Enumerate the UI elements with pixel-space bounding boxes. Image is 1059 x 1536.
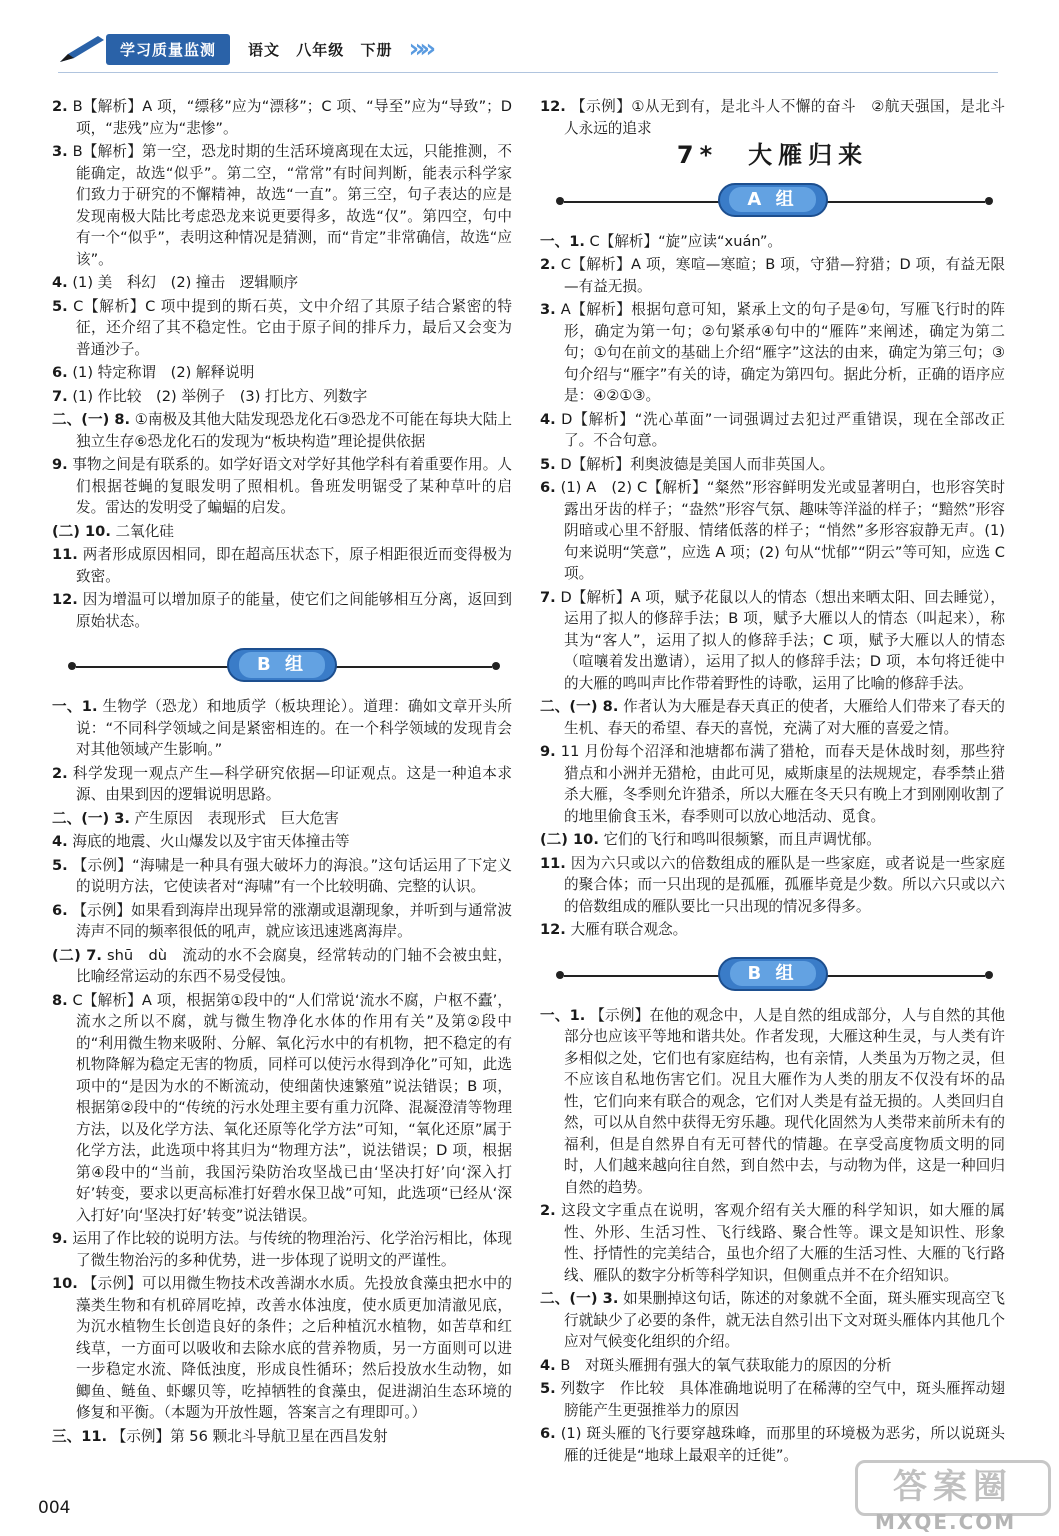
- answer-text: A【解析】根据句意可知，紧承上文的句子是④句，写雁飞行时的阵形，确定为第一句；②句紧承④句中的“雁阵”来阐述，确定为第二句；①句在前文的基础上介绍“雁字”这法的由来，确定为第三句；③句介绍与“雁字”有关的诗，确定为第四句。据此分析，正确的语序应是：④②①③。: [560, 301, 1005, 404]
- answer-item: [52, 521, 512, 543]
- answer-number: 6.: [540, 1425, 556, 1442]
- answer-text: 作者认为大雁是春天真正的使者，大雁给人们带来了春天的生机、春天的希望、春天的喜悦，充满了对大雁的喜爱之情。: [564, 698, 1005, 737]
- answer-number: 2.: [540, 1202, 556, 1219]
- answer-item: [52, 696, 512, 761]
- answer-number: 9.: [52, 1230, 68, 1247]
- answer-text: shū dù 流动的水不会腐臭，经常转动的门轴不会被虫蛀，比喻经常运动的东西不易受侵蚀。: [76, 946, 512, 985]
- answer-item: [540, 1378, 1005, 1421]
- answer-number: 12.: [540, 98, 566, 115]
- answer-text: 两者形成原因相同，即在超高压状态下，原子相距很近而变得极为致密。: [76, 546, 512, 585]
- answer-text: 【示例】可以用微生物技术改善湖水水质。先投放食藻虫把水中的藻类生物和有机碎屑吃掉，改善水体浊度，使水质更加清澈见底，为沉水植物生长创造良好的条件；之后种植沉水植物，如苦草和红线草，一方面可以吸收和去除水底的营养物质，另一方面则可以进一步稳定水流、降低浊度，形成良性循环；然后投放水生动物，如鲫鱼、鲢鱼、虾螺贝等，吃掉牺牲的食藻虫，促进湖泊生态环境的修复和平衡。（本题为开放性题，答案言之有理即可。）: [76, 1275, 512, 1421]
- header-rule: [58, 72, 998, 73]
- watermark: [855, 1460, 1045, 1532]
- answer-text: 生物学（恐龙）和地质学（板块理论）。道理：确如文章开头所说：“不同科学领域之间是紧密相连的。在一个科学领域的发现肯会对其他领域产生影响。”: [76, 698, 513, 758]
- answer-number: 3.: [540, 301, 556, 318]
- answer-number: 2.: [540, 256, 556, 273]
- page-number: 004: [38, 1498, 71, 1518]
- right-items-b: [540, 1005, 1005, 1467]
- answer-number: 4.: [52, 833, 68, 850]
- section-title: 7* 大雁归来: [676, 141, 869, 169]
- answer-number: 3.: [52, 143, 68, 160]
- answer-text: 运用了作比较的说明方法。与传统的物理治污、化学治污相比，体现了微生物治污的多种优势，进一步体现了说明文的严谨性。: [72, 1230, 512, 1269]
- right-column: [540, 96, 1005, 1468]
- band-label: B 组: [239, 652, 325, 678]
- answer-text: 11 月份每个沼泽和池塘都布满了猎枪，而春天是休战时刻，那些狩猎点和小洲并无猎枪，由此可见，威斯康星的法规规定，春季禁止猎杀大雁，冬季则允许猎杀，所以大雁在冬天只有晚上才到刚刚收割了的地里偷食玉米，春季则可以放心地活动、觅食。: [560, 743, 1006, 825]
- answer-item: [540, 299, 1005, 407]
- answer-number: 9.: [540, 743, 556, 760]
- answer-item: [540, 96, 1005, 139]
- answer-text: 因为六只或以六的倍数组成的雁队是一些家庭，或者说是一些家庭的聚合体；而一只出现的是孤雁，孤雁毕竟是少数。所以六只或以六的倍数组成的雁队要比一只出现的情况多得多。: [564, 854, 1005, 915]
- answer-number: 一、1.: [540, 232, 585, 250]
- answer-text: B【解析】第一空，恐龙时期的生活环境离现在太远，只能推测，不能确定，故选“似乎”。第二空，“常常”有时间判断，能表示科学家们致力于研究的不懈精神，故选“一直”。第三空，句子表达的应是发现南极大陆比考虑恐龙来说更要得多，故选“仅”。第四空，句中有一个“似乎”，表明这种情况是猜测，而“肯定”非常确信，故选“应该”。: [72, 143, 513, 268]
- header-title: 学习质量监测: [106, 34, 230, 65]
- answer-number: 6.: [52, 901, 68, 919]
- left-column: [52, 96, 512, 1449]
- answer-number: 4.: [540, 1356, 556, 1374]
- header-subject: 语文: [248, 40, 281, 59]
- section-band-b-right: [540, 955, 1005, 995]
- answer-number: 4.: [52, 274, 68, 291]
- answer-item: [52, 831, 512, 853]
- left-items: [52, 96, 512, 632]
- answer-item: [52, 544, 512, 587]
- answer-text: 二氧化硅: [115, 522, 174, 540]
- right-items-a: [540, 231, 1005, 941]
- answer-number: 6.: [540, 479, 556, 496]
- answer-item: [52, 96, 512, 139]
- answer-number: 2.: [52, 98, 68, 115]
- answer-text: (1) 作比较 (2) 举例子 (3) 打比方、列数字: [72, 387, 368, 405]
- answer-item: [52, 141, 512, 270]
- answer-text: B【解析】A 项，“缥移”应为“漂移”；C 项、“导至”应为“导致”；D 项，“悲残”应为“悲惨”。: [72, 98, 513, 137]
- band-label: A 组: [729, 187, 815, 213]
- answer-number: 二、(一) 3.: [52, 809, 130, 827]
- header-grade: 八年级: [296, 40, 345, 59]
- answer-text: (1) 美 科幻 (2) 撞击 逻辑顺序: [72, 274, 299, 291]
- answer-number: 4.: [540, 410, 556, 428]
- chevron-right-icon: »»: [408, 34, 431, 64]
- page-header: [58, 30, 430, 68]
- answer-text: 科学发现一观点产生—科学研究依据—印证观点。这是一种追本求源、由果到因的逻辑说明思路。: [72, 764, 512, 803]
- answer-text: (1) 特定称谓 (2) 解释说明: [72, 364, 255, 381]
- answer-number: 5.: [52, 856, 68, 874]
- answer-text: 因为增温可以增加原子的能量，使它们之间能够相互分离，返回到原始状态。: [76, 591, 512, 630]
- answer-text: C【解析】C 项中提到的斯石英，文中介绍了其原子结合紧密的特征，还介绍了其不稳定性。它由于原子间的排斥力，最后又会变为普通沙子。: [73, 297, 512, 358]
- answer-item: [540, 1288, 1005, 1353]
- section-band-b-left: [52, 646, 512, 686]
- answer-text: 【示例】“海啸是一种具有强大破坏力的海浪。”这句话运用了下定义的说明方法，它使读者对“海啸”有一个比较明确、完整的认识。: [72, 856, 512, 895]
- answer-item: [52, 409, 512, 452]
- answer-number: 7.: [52, 387, 68, 405]
- answer-item: [540, 409, 1005, 452]
- pen-icon: [58, 34, 106, 64]
- answer-text: 如果删掉这句话，陈述的对象就不全面，斑头雁实现高空飞行就缺少了必要的条件，就无法自然引出下文对斑头雁体内其他几个应对气候变化组织的介绍。: [564, 1290, 1005, 1350]
- answer-item: [540, 829, 1005, 851]
- answer-item: [52, 1426, 512, 1448]
- answer-text: 列数字 作比较 具体准确地说明了在稀薄的空气中，斑头雁挥动翅膀能产生更强推举力的原因: [560, 1380, 1005, 1419]
- left-items-b: [52, 696, 512, 1447]
- answer-text: 【示例】①从无到有，是北斗人不懈的奋斗 ②航天强国，是北斗人永远的追求: [564, 98, 1006, 137]
- answer-number: (二) 10.: [540, 831, 599, 848]
- answer-number: 5.: [540, 1380, 556, 1397]
- answer-item: [52, 808, 512, 830]
- answer-text: B 对斑头雁拥有强大的氧气获取能力的原因的分析: [560, 1356, 892, 1374]
- answer-text: 产生原因 表现形式 巨大危害: [134, 809, 339, 827]
- answer-text: 这段文字重点在说明，客观介绍有关大雁的科学知识，如大雁的属性、外形、生活习性、飞行线路、聚合性等。课文是知识性、形象性、抒情性的完美结合，虽也介绍了大雁的生活习性、大雁的飞行路线、雁队的数字分析等科学知识，但侧重点并不在介绍知识。: [561, 1202, 1005, 1284]
- answer-number: 三、11.: [52, 1427, 108, 1445]
- answer-text: (1) A (2) C【解析】“粲然”形容鲜明发光或显著明白，也形容笑时露出牙齿的样子；“盎然”形容气氛、趣味等洋溢的样子；“黯然”形容阴暗或心里不舒服、情绪低落的样子；“悄然”多形容寂静无声。(1) 句来说明“笑意”，应选 A 项；(2) 句从“忧郁”“阴云”等可知，应选 C 项。: [560, 479, 1005, 582]
- answer-number: 12.: [540, 921, 566, 938]
- answer-text: D【解析】A 项，赋予花鼠以人的情态（想出来晒太阳、回去睡觉），运用了拟人的修辞手法；B 项，赋予大雁以人的情态（叫起来），称其为“客人”，运用了拟人的修辞手法；C 项，赋予大雁以人的情态（喧嚷着发出邀请），运用了拟人的修辞手法；D 项，本句将迁徙中的大雁的鸣叫声比作带着野性的诗歌，运用了比喻的修辞手法。: [560, 588, 1006, 692]
- answer-item: [52, 454, 512, 519]
- answer-number: 一、1.: [540, 1006, 586, 1024]
- answer-number: 10.: [52, 1275, 78, 1292]
- answer-text: D【解析】“洗心革面”一词强调过去犯过严重错误，现在全部改正了。不合句意。: [561, 410, 1005, 449]
- answer-item: [52, 900, 512, 943]
- answer-text: 【示例】在他的观念中，人是自然的组成部分，人与自然的其他部分也应该平等地和谐共处。作者发现，大雁这种生灵，与人类有许多相似之处，它们也有家庭结构，也有亲情，人类虽为万物之灵，但不应该自私地伤害它们。况且大雁作为人类的朋友不仅没有坏的品性，它们向来有联合的观念，它们对人类是有益无损的。人类回归自然，可以从自然中获得无穷乐趣。现代化固然为人类带来前所未有的福利，但是自然界自有无可替代的情趣。在享受高度物质文明的同时，人们越来越向往自然，到自然中去，与动物为伴，这是一种回归自然的趋势。: [564, 1006, 1005, 1196]
- answer-item: [52, 296, 512, 361]
- answer-number: 9.: [52, 456, 68, 473]
- answer-number: 5.: [540, 455, 556, 473]
- answer-number: 7.: [540, 588, 556, 606]
- answer-text: 【示例】第 56 颗北斗导航卫星在西昌发射: [111, 1427, 388, 1445]
- answer-item: [52, 1228, 512, 1271]
- answer-text: C【解析】A 项，寒喧—寒暄；B 项，守猎—狩猎；D 项，有益无限—有益无损。: [560, 256, 1006, 295]
- answer-item: [52, 990, 512, 1227]
- answer-text: D【解析】利奥波德是美国人而非英国人。: [560, 455, 835, 473]
- answer-item: [540, 919, 1005, 941]
- answer-text: C【解析】A 项，根据第①段中的“人们常说‘流水不腐，户枢不蠹’，流水之所以不腐，就与微生物净化水体的作用有关”及第②段中的“利用微生物来吸附、分解、氧化污水中的有机物，把不稳定的有机物降解为稳定无害的物质，同样可以使污水得到净化”可知，此选项中的“是因为水的不断流动，使细菌快速繁殖”说法错误；B 项，根据第②段中的“传统的污水处理主要有重力沉降、混凝澄清等物理方法，以及化学方法、氧化还原等化学方法”可知，“氧化还原”属于化学方法，此选项中将其归为“物理方法”，说法错误；D 项，根据第④段中的“当前，我国污染防治攻坚战已由‘坚决打好’向‘深入打好’转变，要求以更高标准打好碧水保卫战”可知，此选项“已经从‘深入打好’向‘坚决打好’转变”说法错误。: [72, 991, 512, 1224]
- answer-number: 11.: [540, 854, 566, 872]
- answer-item: [52, 1273, 512, 1424]
- answer-number: 2.: [52, 764, 68, 782]
- answer-item: [540, 587, 1005, 695]
- answer-item: [540, 454, 1005, 476]
- answer-item: [540, 1200, 1005, 1286]
- answer-number: 11.: [52, 546, 78, 563]
- answer-text: 它们的飞行和鸣叫很频繁，而且声调忧郁。: [603, 831, 881, 848]
- answer-number: 二、(一) 3.: [540, 1290, 619, 1307]
- answer-number: 一、1.: [52, 698, 98, 715]
- watermark-url: MXQE.COM: [875, 1510, 1017, 1534]
- answer-number: 12.: [52, 591, 78, 608]
- answer-item: [540, 231, 1005, 253]
- section-band-a: [540, 181, 1005, 221]
- answer-number: 8.: [52, 991, 68, 1009]
- answer-text: 【示例】如果看到海岸出现异常的涨潮或退潮现象，并听到与通常波涛声不同的频率很低的吼声，就应该迅速逃离海岸。: [72, 901, 512, 940]
- header-info: [248, 39, 403, 60]
- answer-item: [540, 696, 1005, 739]
- answer-number: (二) 7.: [52, 946, 102, 964]
- answer-text: 事物之间是有联系的。如学好语文对学好其他学科有着重要作用。人们根据苍蝇的复眼发明了照相机。鲁班发明锯受了某种草叶的启发。雷达的发明受了蝙蝠的启发。: [72, 456, 512, 516]
- answer-text: C【解析】“旋”应读“xuán”。: [589, 232, 782, 250]
- answer-item: [540, 1005, 1005, 1199]
- answer-item: [52, 386, 512, 408]
- answer-item: [52, 272, 512, 294]
- answer-number: 5.: [52, 297, 68, 315]
- answer-item: [52, 362, 512, 384]
- answer-item: [52, 855, 512, 898]
- answer-item: [540, 254, 1005, 297]
- answer-number: 二、(一) 8.: [540, 698, 619, 715]
- answer-number: 二、(一) 8.: [52, 411, 131, 428]
- answer-text: 大雁有联合观念。: [570, 921, 688, 938]
- answer-text: 海底的地震、火山爆发以及宇宙天体撞击等: [72, 833, 350, 850]
- header-volume: 下册: [360, 40, 393, 59]
- answer-item: [540, 1355, 1005, 1377]
- answer-item: [52, 763, 512, 806]
- answer-item: [52, 945, 512, 988]
- answer-item: [540, 741, 1005, 827]
- right-items-top: [540, 96, 1005, 139]
- answer-item: [540, 477, 1005, 585]
- answer-text: ①南极及其他大陆发现恐龙化石③恐龙不可能在每块大陆上独立生存⑥恐龙化石的发现为“板块构造”理论提供依据: [76, 411, 513, 450]
- answer-item: [540, 853, 1005, 918]
- answer-number: (二) 10.: [52, 522, 111, 540]
- answer-text: (1) 斑头雁的飞行要穿越珠峰，而那里的环境极为恶劣，所以说斑头雁的迁徙是“地球上最艰辛的迁徙”。: [560, 1425, 1005, 1464]
- answer-item: [52, 589, 512, 632]
- answer-number: 6.: [52, 364, 68, 381]
- watermark-seal: 答案圈: [855, 1460, 1051, 1516]
- band-label: B 组: [730, 961, 816, 987]
